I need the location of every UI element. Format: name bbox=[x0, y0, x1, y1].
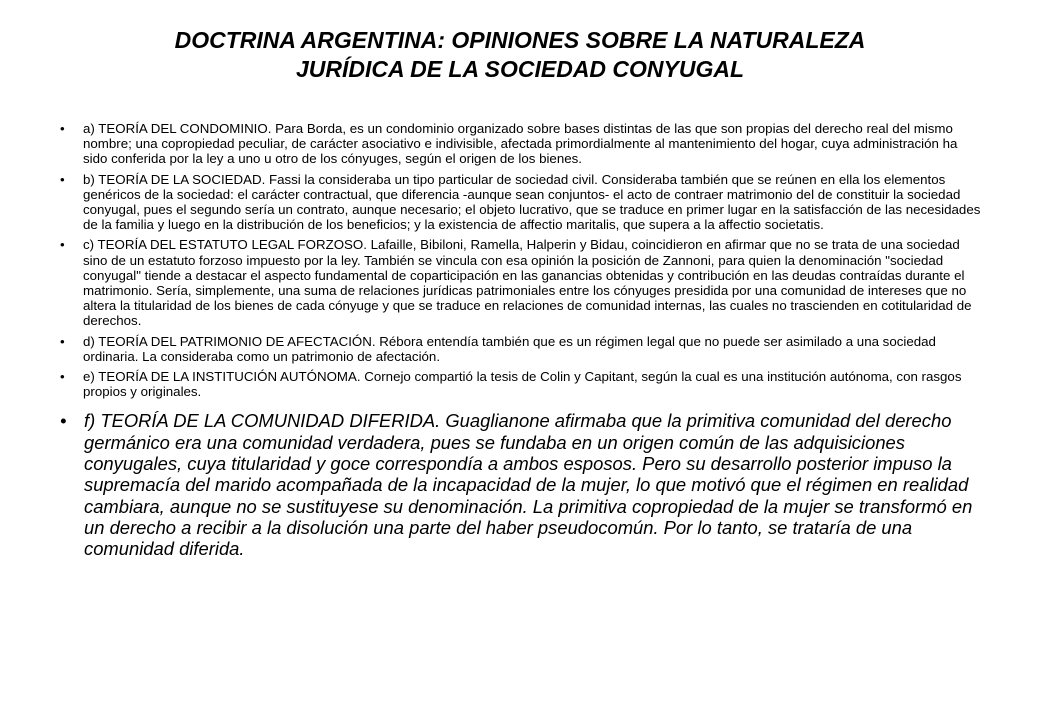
bullet-text: a) TEORÍA DEL CONDOMINIO. Para Borda, es un condominio organizado sobre bases distintas de las que son propias del derecho real del mismo nombre; una copropiedad peculiar, de carácter asociativo e indivisible, afectada primordialmente al mantenimiento del hogar, cuya administración ha sido conferida por la ley a uno u otro de los cónyuges, según el origen de los bienes. bbox=[83, 121, 958, 167]
bullet-text: b) TEORÍA DE LA SOCIEDAD. Fassi la consideraba un tipo particular de sociedad civil. Consideraba también que se reúnen en ella los elementos genéricos de la sociedad: el carácter contractual, que diferencia -aunque sean conjuntos- el acto de contraer matrimonio del de constituir la sociedad conyugal, pues el segundo sería un contrato, aunque necesario; el objeto lucrativo, que se traduce en primer lugar en la satisfacción de las necesidades de la familia y luego en la distribución de los beneficios; y la existencia de affectio maritalis, que supera a la affectio societatis. bbox=[83, 171, 981, 233]
bullet-text: f) TEORÍA DE LA COMUNIDAD DIFERIDA. Guaglianone afirmaba que la primitiva comunidad del derecho germánico era una comunidad verdadera, pues se fundaba en un origen común de las adquisiciones conyugales, cuya titularidad y goce correspondía a ambos esposos. Pero su desarrollo posterior impuso la supremacía del marido acompañada de la incapacidad de la mujer, lo que motivó que el régimen en realidad cambiara, aunque no se sustituyese su denominación. La primitiva copropiedad de la mujer se transformó en un derecho a recibir a la disolución una parte del haber pseudocomún. Por lo tanto, se trataría de una comunidad diferida. bbox=[84, 410, 973, 560]
bullet-marker: • bbox=[60, 171, 65, 187]
slide-title-line-2: JURÍDICA DE LA SOCIEDAD CONYUGAL bbox=[295, 56, 745, 82]
bullet-item-institucion-autonoma bbox=[60, 369, 985, 399]
bullet-text: d) TEORÍA DEL PATRIMONIO DE AFECTACIÓN. Rébora entendía también que es un régimen legal que no puede ser asimilado a una sociedad ordinaria. La consideraba como un patrimonio de afectación. bbox=[83, 333, 936, 364]
bullet-item-condominio bbox=[60, 121, 985, 167]
bullet-item-patrimonio-de-afectacion bbox=[60, 334, 985, 364]
bullet-list bbox=[60, 121, 985, 565]
bullet-item-sociedad bbox=[60, 172, 985, 233]
bullet-text: c) TEORÍA DEL ESTATUTO LEGAL FORZOSO. Lafaille, Bibiloni, Ramella, Halperin y Bidau, coincidieron en afirmar que no se trata de una sociedad sino de un estatuto forzoso impuesto por la ley. También se vincula con esa opinión la posición de Zannoni, para quien la denominación "sociedad conyugal" tiende a destacar el aspecto fundamental de coparticipación en las ganancias obtenidas y contribución en las deudas contraídas durante el matrimonio. Sería, simplemente, una suma de relaciones jurídicas patrimoniales entre los cónyuges presidida por una comunidad de intereses que no altera la titularidad de los bienes de cada cónyuge y que se traduce en relaciones de comunidad internas, las cuales no trascienden en cotitularidad de derechos. bbox=[83, 237, 972, 329]
slide-title bbox=[60, 26, 980, 84]
bullet-marker: • bbox=[60, 121, 65, 136]
bullet-text: e) TEORÍA DE LA INSTITUCIÓN AUTÓNOMA. Cornejo compartió la tesis de Colin y Capitant, según la cual es una institución autónoma, con rasgos propios y originales. bbox=[83, 369, 962, 400]
slide-title-line-1: DOCTRINA ARGENTINA: OPINIONES SOBRE LA NATURALEZA bbox=[174, 27, 866, 53]
bullet-item-estatuto-legal-forzoso bbox=[60, 237, 985, 328]
bullet-marker: • bbox=[60, 410, 67, 432]
bullet-marker: • bbox=[60, 333, 65, 349]
bullet-marker: • bbox=[60, 369, 65, 385]
bullet-marker: • bbox=[60, 237, 65, 253]
bullet-item-comunidad-diferida bbox=[60, 410, 985, 559]
